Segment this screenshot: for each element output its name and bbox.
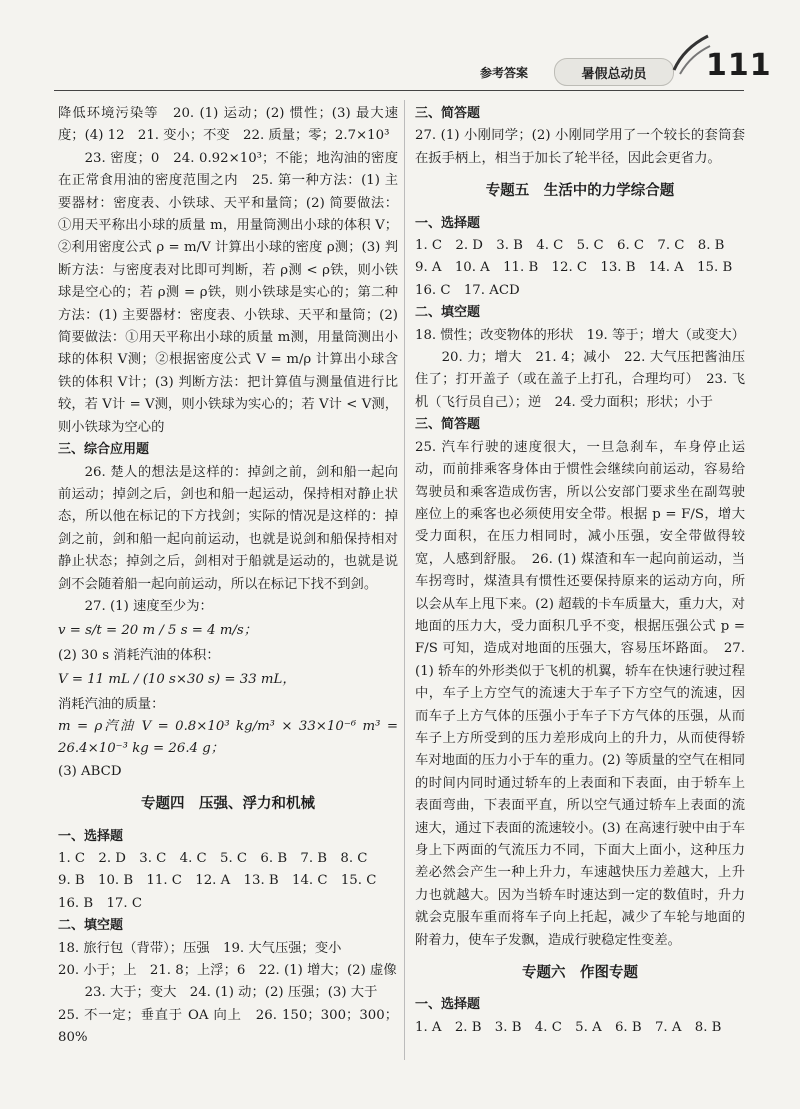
section-heading: 一、选择题 (415, 997, 481, 1013)
fill-answers: 23. 大于；变大 24. (1) 动；(2) 压强；(3) 大于 (84, 985, 378, 1001)
section-heading: 二、填空题 (58, 918, 124, 934)
page-header (0, 0, 800, 100)
right-column (415, 103, 745, 1039)
answer-label: 参考答案 (480, 66, 529, 80)
section-heading: 二、填空题 (415, 305, 481, 321)
choice-answers: 9. B 10. B 11. C 12. A 13. B 14. C 15. C (58, 873, 377, 889)
choice-answers: 9. A 10. A 11. B 12. C 13. B 14. A 15. B (415, 260, 733, 276)
fill-answers: 18. 惯性；改变物体的形状 19. 等于；增大（或变大） (415, 327, 745, 343)
choice-answers: 1. C 2. D 3. C 4. C 5. C 6. B 7. B 8. C (58, 851, 368, 866)
left-column (58, 103, 398, 1050)
formula: V = 11 mL / (10 s×30 s) = 33 mL， (58, 672, 296, 688)
book-title: 暑假总动员 (581, 66, 647, 82)
answer-text: (2) 30 s 消耗汽油的体积： (58, 647, 220, 663)
topic-heading: 专题五 生活中的力学综合题 (485, 183, 675, 200)
column-divider (404, 100, 405, 1060)
answer-text: 26. 楚人的想法是这样的：掉剑之前，剑和船一起向前运动；掉剑之后，剑也和船一起运动，保持相对静止状态，所以他在标记的下方找剑；实际的情况是这样的：掉剑之前，剑和船一起向前运动，也就是说剑和船保持相对静止状态；掉剑之后，剑相对于船就是运动的，也就是说剑不会随着船一起向前运动，所以在标记下找不到剑。 (58, 464, 398, 592)
choice-answers: 16. B 17. C (58, 895, 142, 911)
answer-text: 降低环境污染等 20. (1) 运动；(2) 惯性；(3) 最大速度；(4) 12 21. 变小；不变 22. 质量；零；2.7×10³ (58, 106, 398, 144)
fill-answers: 25. 不一定；垂直于 OA 向上 26. 150；300；300；80% (58, 1007, 398, 1046)
answer-text: 23. 密度；0 24. 0.92×10³；不能；地沟油的密度在正常食用油的密度范围之内 25. 第一种方法：(1) 主要器材：密度表、小铁球、天平和量筒；(2) 简要做法：①用天平称出小球的质量 m，用量筒测出小球的体积 V；②利用密度公式 ρ = m/V 计算出小球的密度 ρ测；(3) 判断方法：与密度表对比即可判断，若 ρ测 < ρ铁，则小铁球是空心的；若 ρ测 = ρ铁，则小铁球是实心的；第二种方法：(1) 主要器材：密度表、小铁球、天平和量筒；(2) 简要做法：①用天平称出小球的质量 m测，用量筒测出小球的体积 V测；②根据密度公式 V = m/ρ 计算出小球含铁的体积 V计；(3) 判断方法：把计算值与测量值进行比较，若 V计 = V测，则小铁球为实心的；若 V计 < V测，则小铁球为空心的 (58, 150, 398, 435)
section-heading: 三、简答题 (415, 417, 481, 433)
fill-answers: 18. 旅行包（背带）；压强 19. 大气压强；变小 (58, 940, 342, 956)
section-heading: 三、简答题 (415, 106, 481, 121)
section-heading: 一、选择题 (415, 215, 481, 231)
formula: v = s/t = 20 m / 5 s = 4 m/s； (58, 623, 258, 639)
choice-answers: 16. C 17. ACD (415, 282, 520, 298)
book-title-badge (554, 58, 674, 86)
topic-heading: 专题四 压强、浮力和机械 (141, 796, 315, 813)
formula: m = ρ汽油 V = 0.8×10³ kg/m³ × 33×10⁻⁶ m³ = 26.4×10⁻³ kg = 26.4 g； (58, 718, 398, 757)
answer-text: 27. (1) 速度至少为： (84, 598, 213, 614)
topic-heading: 专题六 作图专题 (522, 965, 638, 982)
choice-answers: 1. A 2. B 3. B 4. C 5. A 6. B 7. A 8. B (415, 1019, 722, 1035)
answer-text: 27. (1) 小刚同学；(2) 小刚同学用了一个较长的套筒套在扳手柄上，相当于加长了轮半径，因此会更省力。 (415, 128, 745, 166)
section-heading: 三、综合应用题 (58, 442, 150, 458)
section-heading: 一、选择题 (58, 828, 124, 844)
answer-text: (3) ABCD (58, 763, 122, 779)
fill-answers: 20. 力；增大 21. 4；减小 22. 大气压把酱油压住了；打开盖子（或在盖子上打孔，合理均可） 23. 飞机（飞行员自己）；逆 24. 受力面积；形状；小于 (415, 350, 745, 410)
choice-answers: 1. C 2. D 3. B 4. C 5. C 6. C 7. C 8. B (415, 238, 725, 254)
answer-text: 消耗汽油的质量： (58, 696, 165, 712)
page-number: 111 (706, 48, 772, 83)
fill-answers: 20. 小于；上 21. 8；上浮；6 22. (1) 增大；(2) 虚像 (58, 963, 397, 979)
header-rule (54, 90, 744, 91)
answer-text: 25. 汽车行驶的速度很大，一旦急刹车，车身停止运动，而前排乘客身体由于惯性会继续向前运动，容易给驾驶员和乘客造成伤害，所以公安部门要求坐在副驾驶座位上的乘客也必须使用安全带。根据 p = F/S，增大受力面积，在压力相同时，减小压强，安全带做得较宽，人感到舒服。 26. (1) 煤渣和车一起向前运动，当车拐弯时，煤渣具有惯性还要保持原来的运动方向，所以会从车上甩下来。(2) 超载的卡车质量大，重力大，对地面的压力大，受力面积几乎不变，根据压强公式 p = F/S 可知，造成对地面的压强大，容易压坏路面。 27. (1) 轿车的外形类似于飞机的机翼，轿车在快速行驶过程中，车子上方空气的流速大于车子下方空气的流速，因而车子上方气体的压强小于车子下方气体的压强，从而车子上方所受到的压力差形成向上的升力，从而使得轿车对地面的压力小于车的重力。(2) 等质量的空气在相同的时间内同时通过轿车的上表面和下表面，由于轿车上表面弯曲，下表面平直，所以空气通过轿车上表面的流速大，通过下表面的流速较小。(3) 在高速行驶中由于车身上下两面的气流压力不同，下面大上面小，这种压力差必然会产生一种上升力，车速越快压力差越大，上升力也就越大。因为当轿车时速达到一定的数值时，升力就会克服车重而将车子向上托起，减少了车轮与地面的附着力，使车子发飘，造成行驶稳定性变差。 (415, 439, 745, 948)
